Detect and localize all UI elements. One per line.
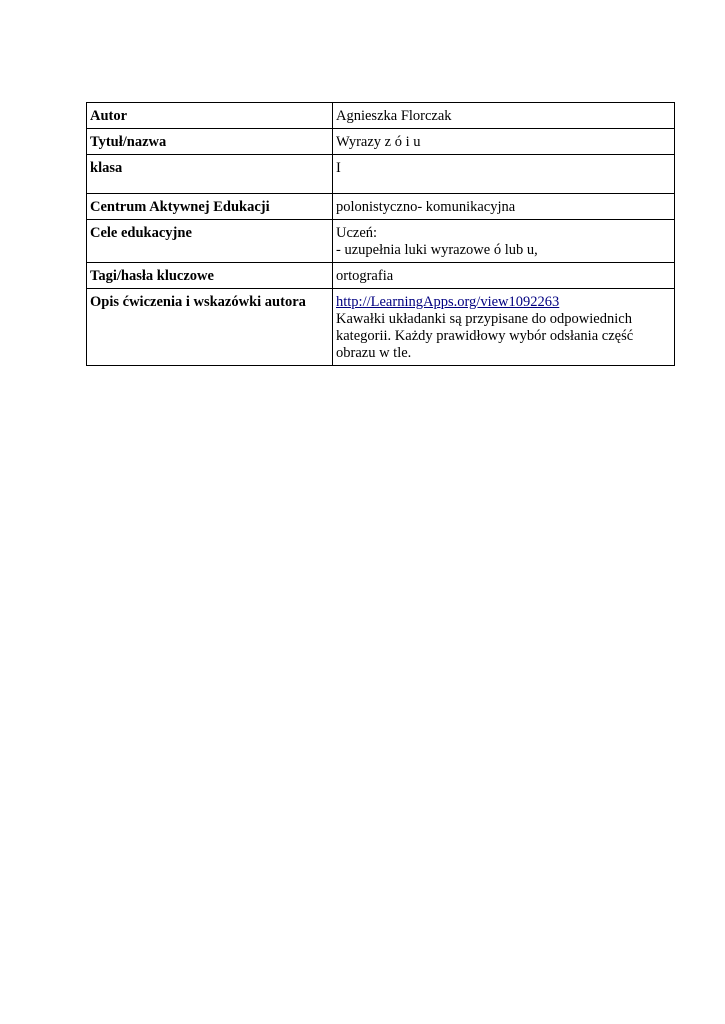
table-row: [87, 129, 675, 155]
table-row: [87, 155, 675, 194]
row-value-goals: [333, 220, 675, 263]
description-line: Kawałki układanki są przypisane do odpowiednich: [336, 311, 632, 327]
row-label-description: Opis ćwiczenia i wskazówki autora: [87, 289, 333, 366]
goals-line: - uzupełnia luki wyrazowe ó lub u,: [336, 242, 538, 258]
table-row: [87, 220, 675, 263]
row-value-author: Agnieszka Florczak: [333, 103, 675, 129]
metadata-table: [86, 102, 675, 366]
row-label-goals: Cele edukacyjne: [87, 220, 333, 263]
row-value-tags: ortografia: [333, 263, 675, 289]
learningapps-link[interactable]: http://LearningApps.org/view1092263: [336, 294, 560, 310]
row-label-class: klasa: [87, 155, 333, 194]
table-row: [87, 289, 675, 366]
row-value-description: [333, 289, 675, 366]
goals-line: Uczeń:: [336, 225, 378, 241]
table-row: [87, 194, 675, 220]
description-line: kategorii. Każdy prawidłowy wybór odsłania część: [336, 328, 634, 344]
row-value-title: Wyrazy z ó i u: [333, 129, 675, 155]
row-label-center: Centrum Aktywnej Edukacji: [87, 194, 333, 220]
row-label-tags: Tagi/hasła kluczowe: [87, 263, 333, 289]
row-label-title: Tytuł/nazwa: [87, 129, 333, 155]
row-value-center: polonistyczno- komunikacyjna: [333, 194, 675, 220]
description-line: obrazu w tle.: [336, 345, 412, 361]
row-label-author: Autor: [87, 103, 333, 129]
table-row: [87, 103, 675, 129]
row-value-class: I: [333, 155, 675, 194]
table-row: [87, 263, 675, 289]
